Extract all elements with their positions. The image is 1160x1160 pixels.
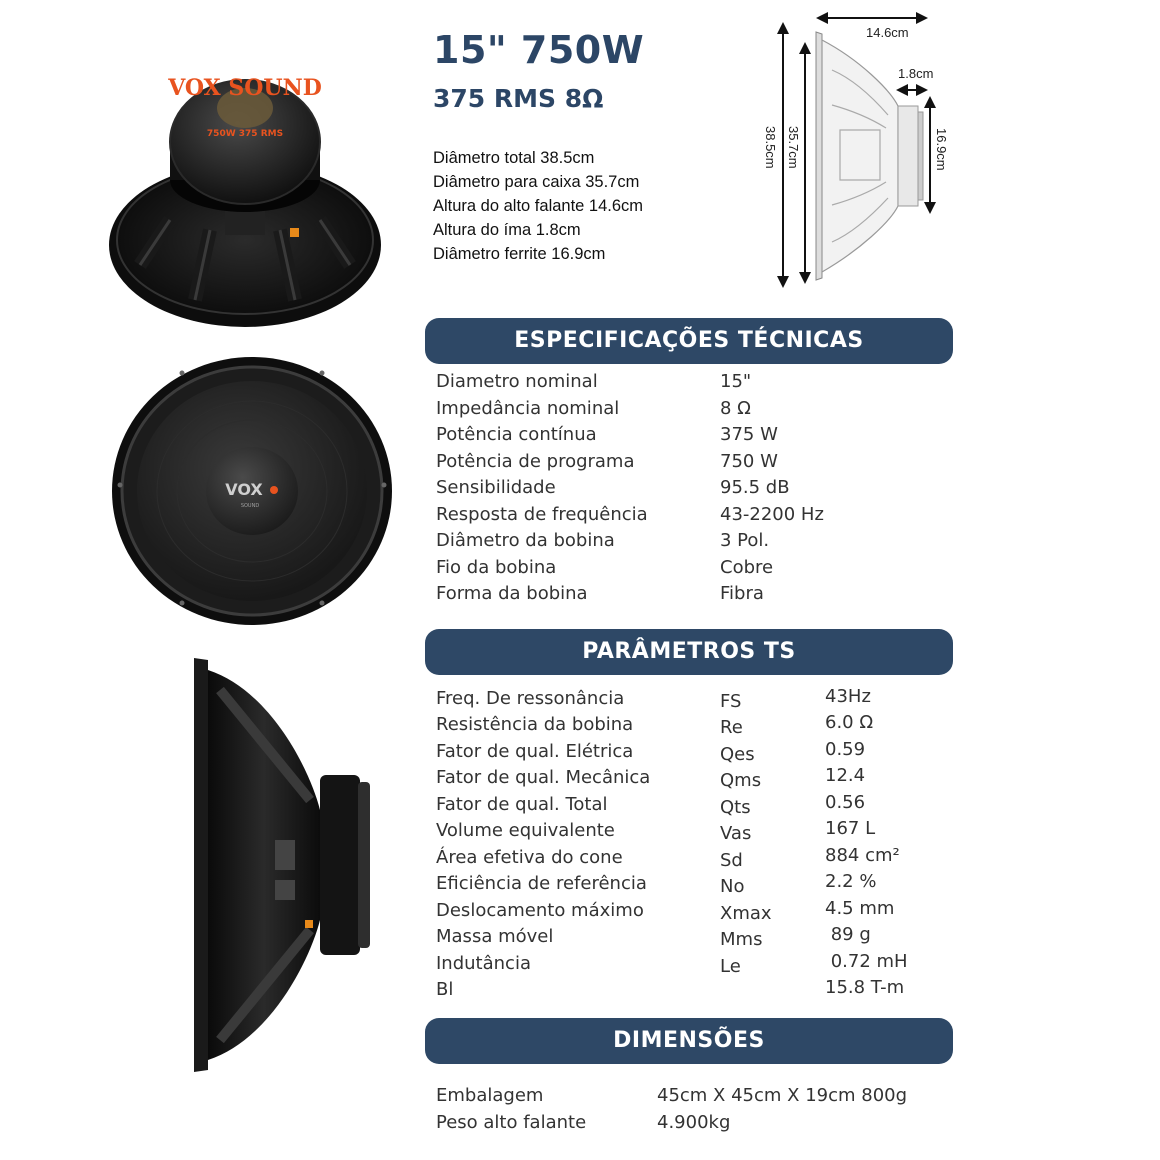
spec-label: Resposta de frequência [436,504,648,525]
ts-symbol: Mms [720,929,763,950]
ts-label: Massa móvel [436,926,554,947]
width-label: 14.6cm [866,25,909,40]
ts-label: Fator de qual. Mecânica [436,767,651,788]
ts-symbol: FS [720,691,742,712]
dimension-item: Altura do alto falante 14.6cm [433,197,644,215]
spec-value: 95.5 dB [720,477,790,498]
ts-value: 0.59 [825,739,866,760]
magnet-label: 1.8cm [898,66,934,81]
spec-label: Impedância nominal [436,398,620,419]
back-label-power: 750W 375 RMS [206,129,284,139]
ts-value: 12.4 [825,765,866,786]
ts-label: Fator de qual. Total [436,794,608,815]
ts-value: 2.2 % [825,871,877,892]
ts-value: 167 L [825,818,876,839]
ts-section-title: PARÂMETROS TS [425,629,953,675]
ts-label: Eficiência de referência [436,873,647,894]
dim-value: 4.900kg [657,1112,731,1133]
dim-label: Peso alto falante [436,1112,587,1133]
ts-value: 89 g [825,924,871,945]
ts-value: 15.8 T-m [825,977,905,998]
ts-symbol: Qes [720,744,755,765]
spec-label: Potência de programa [436,451,635,472]
product-subtitle: 375 RMS 8Ω [433,84,604,113]
dimension-item: Diâmetro total 38.5cm [433,149,595,167]
ts-value: 6.0 Ω [825,712,874,733]
ts-value: 0.72 mH [825,951,908,972]
spec-value: 43-2200 Hz [720,504,824,525]
ts-value: 4.5 mm [825,898,895,919]
spec-value: 750 W [720,451,778,472]
ts-symbol: Re [720,717,743,738]
spec-label: Forma da bobina [436,583,588,604]
dims-section-title: DIMENSÕES [425,1018,953,1064]
speaker-side-image [180,650,390,1080]
back-label-brand: VOX SOUND [168,75,322,101]
product-title: 15" 750W [433,28,645,72]
ts-label: Volume equivalente [436,820,615,841]
dim-label: Embalagem [436,1085,544,1106]
spec-label: Sensibilidade [436,477,556,498]
speaker-back-image [100,50,400,335]
ts-symbol: Xmax [720,903,772,924]
spec-label: Diâmetro da bobina [436,530,615,551]
ts-value: 884 cm² [825,845,900,866]
dim-value: 45cm X 45cm X 19cm 800g [657,1085,908,1106]
ts-value: 0.56 [825,792,866,813]
ts-symbol: Vas [720,823,752,844]
dimension-list [433,148,643,268]
spec-value: Fibra [720,583,764,604]
ts-symbol: Qms [720,770,762,791]
box-diameter-label: 35.7cm [786,126,801,169]
spec-value: 15" [720,371,752,392]
dimension-item: Diâmetro para caixa 35.7cm [433,173,640,191]
ts-label: Deslocamento máximo [436,900,644,921]
ferrite-label: 16.9cm [934,128,949,171]
ts-symbol: No [720,876,745,897]
dimension-item: Altura do íma 1.8cm [433,221,581,239]
ts-symbol: Le [720,956,741,977]
spec-label: Potência contínua [436,424,597,445]
ts-symbol: Sd [720,850,743,871]
ts-label: Freq. De ressonância [436,688,625,709]
specs-section-title: ESPECIFICAÇÕES TÉCNICAS [425,318,953,364]
ts-label: Indutância [436,953,531,974]
speaker-front-image [110,355,395,627]
total-diameter-label: 38.5cm [763,126,778,169]
dimension-item: Diâmetro ferrite 16.9cm [433,245,606,263]
ts-label: Fator de qual. Elétrica [436,741,634,762]
spec-value: 375 W [720,424,778,445]
spec-value: 8 Ω [720,398,751,419]
spec-label: Diametro nominal [436,371,598,392]
spec-label: Fio da bobina [436,557,557,578]
ts-value: 43Hz [825,686,871,707]
spec-value: 3 Pol. [720,530,770,551]
ts-label: Bl [436,979,454,1000]
ts-label: Resistência da bobina [436,714,634,735]
front-logo-sub: SOUND [240,503,260,509]
ts-label: Área efetiva do cone [436,847,623,868]
spec-value: Cobre [720,557,774,578]
front-logo: VOX [225,480,263,499]
ts-symbol: Qts [720,797,751,818]
